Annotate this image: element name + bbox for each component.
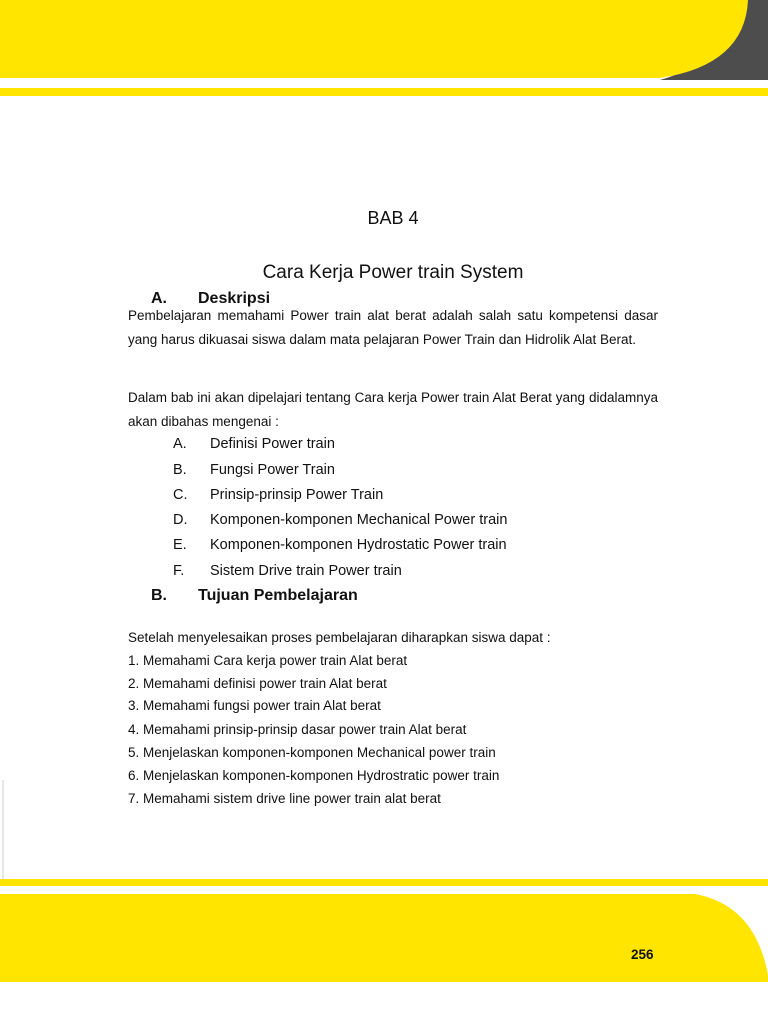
objectives-intro: Setelah menyelesaikan proses pembelajaran diharapkan siswa dapat :	[128, 630, 551, 645]
section-label: Tujuan Pembelajaran	[198, 587, 358, 604]
topic-number: E.	[173, 537, 187, 553]
topic-label: Komponen-komponen Hydrostatic Power train	[210, 537, 507, 553]
footer-yellow-band	[0, 894, 768, 982]
topic-number: F.	[173, 563, 185, 579]
section-number: B.	[151, 587, 167, 604]
header-yellow-band	[0, 0, 748, 78]
objective-item: 3. Memahami fungsi power train Alat berat	[128, 698, 381, 713]
objective-item: 2. Memahami definisi power train Alat berat	[128, 676, 387, 691]
topic-number: C.	[173, 487, 188, 503]
section-label: Deskripsi	[198, 290, 271, 307]
topic-label: Sistem Drive train Power train	[210, 563, 402, 579]
topic-number: B.	[173, 462, 187, 478]
objective-item: 1. Memahami Cara kerja power train Alat berat	[128, 653, 408, 668]
header-yellow-strip	[0, 88, 768, 96]
description-paragraph-2: Dalam bab ini akan dipelajari tentang Cara kerja Power train Alat Berat yang didalamnya akan dibahas mengenai :	[128, 390, 658, 429]
topic-number: A.	[173, 436, 187, 452]
description-paragraph-1: Pembelajaran memahami Power train alat berat adalah salah satu kompetensi dasar yang harus dikuasai siswa dalam mata pelajaran Power Train dan Hidrolik Alat Berat.	[128, 308, 658, 347]
chapter-title: Cara Kerja Power train System	[262, 262, 524, 283]
topic-label: Fungsi Power Train	[210, 462, 335, 478]
objective-item: 5. Menjelaskan komponen-komponen Mechanical power train	[128, 745, 496, 760]
section-number: A.	[151, 290, 167, 307]
chapter-heading: BAB 4	[367, 208, 419, 228]
objective-item: 6. Menjelaskan komponen-komponen Hydrostratic power train	[128, 768, 500, 783]
page-number: 256	[631, 947, 654, 962]
topic-label: Komponen-komponen Mechanical Power train	[210, 512, 508, 528]
topic-label: Prinsip-prinsip Power Train	[210, 487, 384, 503]
footer-yellow-strip	[0, 879, 768, 886]
topic-number: D.	[173, 512, 188, 528]
topic-label: Definisi Power train	[210, 436, 335, 452]
objective-item: 7. Memahami sistem drive line power train alat berat	[128, 791, 441, 806]
objective-item: 4. Memahami prinsip-prinsip dasar power train Alat berat	[128, 722, 467, 737]
